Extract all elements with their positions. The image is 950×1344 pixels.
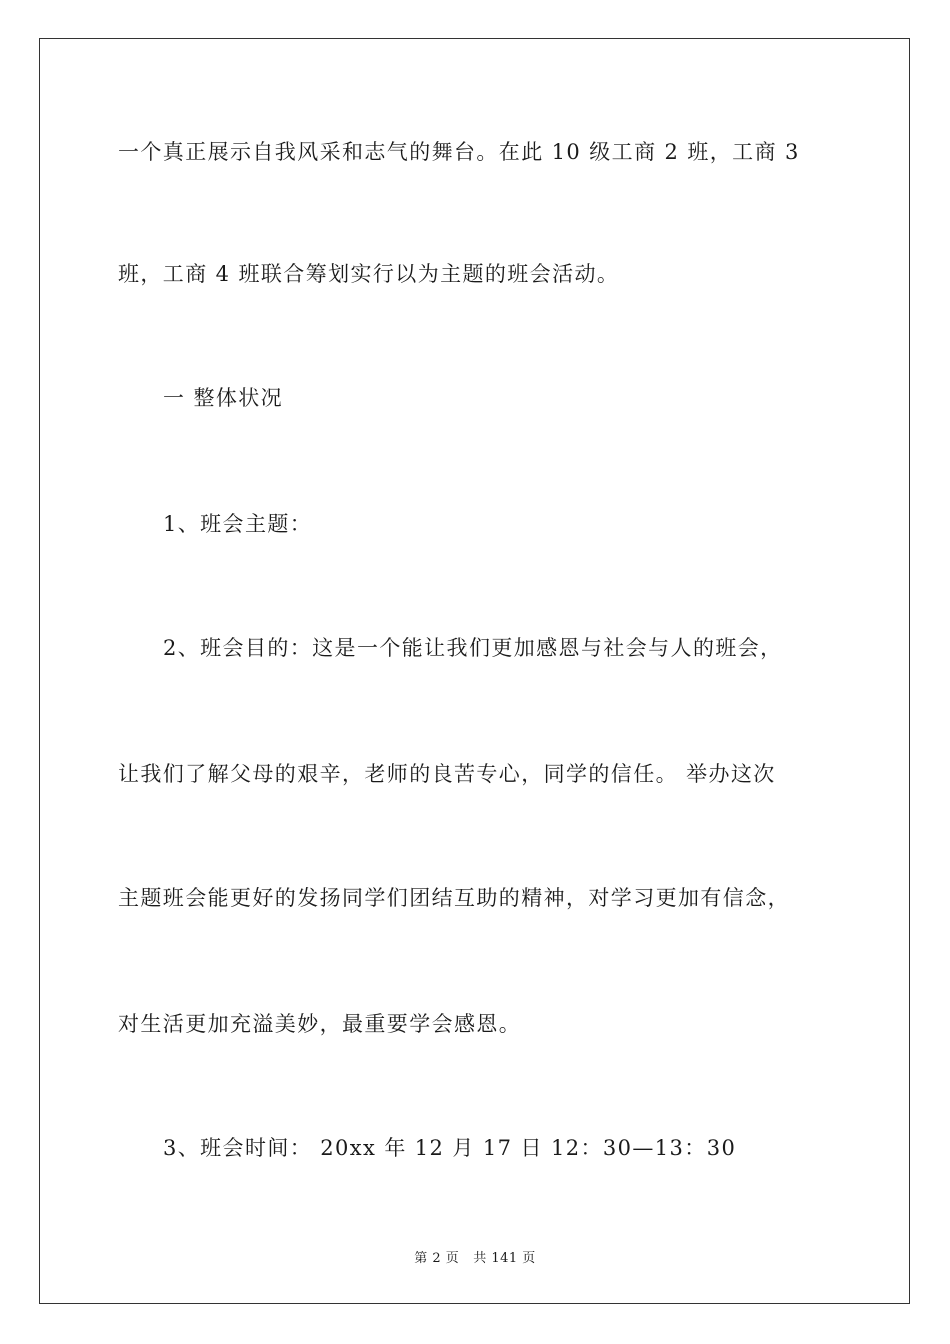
section-heading-overview: 一 整体状况 [163,386,284,410]
body-text-line-6: 让我们了解父母的艰辛，老师的良苦专心，同学的信任。 举办这次 [118,762,776,786]
body-text-line-8: 对生活更加充溢美妙，最重要学会感恩。 [118,1012,522,1036]
item-class-purpose: 2、班会目的：这是一个能让我们更加感恩与社会与人的班会， [163,636,783,660]
body-text-line-1: 一个真正展示自我风采和志气的舞台。在此 10 级工商 2 班，工商 3 [118,140,800,164]
page-footer [0,1247,950,1266]
page-total: 共 141 页 [473,1251,536,1266]
page-border [39,38,910,1304]
body-text-line-7: 主题班会能更好的发扬同学们团结互助的精神，对学习更加有信念， [118,886,790,910]
item-class-time: 3、班会时间： 20xx 年 12 月 17 日 12：30—13：30 [163,1136,737,1160]
item-class-theme: 1、班会主题： [163,512,313,536]
body-text-line-2: 班，工商 4 班联合筹划实行以为主题的班会活动。 [118,262,620,286]
page-number: 第 2 页 [414,1251,460,1266]
